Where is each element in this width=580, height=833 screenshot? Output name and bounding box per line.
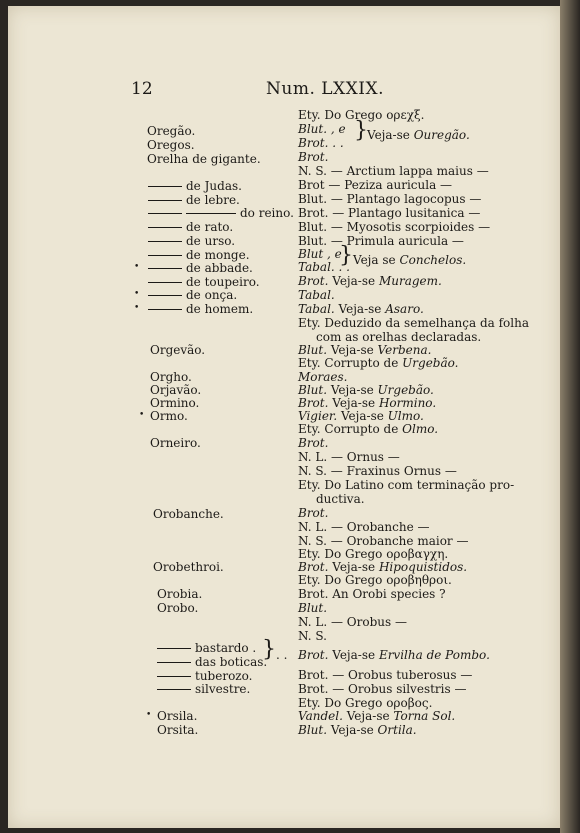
right-line: Brot — Peziza auricula — <box>298 178 453 192</box>
right-line: Brot. Veja-se Hormino. <box>298 396 437 410</box>
entry-orobo-tuberozo: tuberozo. <box>157 669 252 683</box>
entry-orobia: Orobia. <box>157 587 203 601</box>
entry-orobo-boticas: das boticas. <box>157 655 267 669</box>
right-line: Brot. Veja-se Ervilha de Pombo. <box>298 648 490 662</box>
right-line: Vandel. Veja-se Torna Sol. <box>298 709 456 723</box>
asterisk-mark: • <box>139 410 145 420</box>
entry-oregos: Oregos. <box>147 138 195 152</box>
right-line: Veja se Conchelos. <box>353 253 467 267</box>
right-line: N. S. — Orobanche maior — <box>298 534 469 548</box>
entry-orsila: Orsila. <box>157 709 198 723</box>
entry-orjavao: Orjavão. <box>150 383 202 397</box>
right-line: com as orelhas declaradas. <box>316 330 482 344</box>
page-title: Num. LXXIX. <box>266 79 384 99</box>
bracket: } <box>339 243 353 268</box>
right-line: Ety. Corrupto de Olmo. <box>298 422 439 436</box>
right-line: Blut. Veja-se Urgebão. <box>298 383 434 397</box>
right-line: Brot. Veja-se Hipoquistidos. <box>298 560 468 574</box>
entry-orobo-bastardo: bastardo . <box>157 641 256 655</box>
right-line: Tabal. . . <box>298 260 350 274</box>
right-line: Ety. Do Grego οροβηθροι. <box>298 573 452 587</box>
page-number: 12 <box>131 79 153 99</box>
right-line: Brot. Veja-se Muragem. <box>298 274 442 288</box>
entry-orelha-toupeiro: de toupeiro. <box>148 275 260 289</box>
bracket: } <box>354 118 368 143</box>
asterisk-mark: • <box>146 710 152 720</box>
right-line: Blut. — Myosotis scorpioides — <box>298 220 491 234</box>
right-line: N. S. — Arctium lappa maius — <box>298 164 489 178</box>
entry-orelha-rato: de rato. <box>148 220 233 234</box>
right-line: Blut. — Primula auricula — <box>298 234 464 248</box>
entry-orelha-abbade: de abbade. <box>148 261 253 275</box>
entry-orelha-homem: de homem. <box>148 302 253 316</box>
entry-orelha-reino: do reino. <box>148 206 294 220</box>
right-line: N. L. — Orobus — <box>298 615 407 629</box>
right-line: Ety. Deduzido da semelhança da folha <box>298 316 529 330</box>
asterisk-mark: • <box>134 303 140 313</box>
entry-orelha-judas: de Judas. <box>148 179 242 193</box>
leader-dots: . . <box>276 648 288 662</box>
entry-orobethroi: Orobethroi. <box>153 560 224 574</box>
asterisk-mark: • <box>134 289 140 299</box>
right-line: Ety. Do Grego ορεχξ. <box>298 108 425 122</box>
right-line: Brot. <box>298 436 329 450</box>
right-line: Blut. — Plantago lagocopus — <box>298 192 482 206</box>
right-line: Brot. — Orobus tuberosus — <box>298 668 473 682</box>
right-line: Tabal. <box>298 288 335 302</box>
right-line: Brot. <box>298 506 329 520</box>
entry-ormino: Ormino. <box>150 396 200 410</box>
entry-orobo-silvestre: silvestre. <box>157 682 250 696</box>
right-line: Blut , e <box>298 247 342 261</box>
right-line: Ety. Do Latino com terminação pro- <box>298 478 515 492</box>
asterisk-mark: • <box>134 262 140 272</box>
right-line: N. S. <box>298 629 327 643</box>
right-line: Moraes. <box>298 370 348 384</box>
entry-orelha-onca: de onça. <box>148 288 237 302</box>
right-line: Veja-se Ouregão. <box>367 128 470 142</box>
entry-orneiro: Orneiro. <box>150 436 201 450</box>
right-line: Brot. — Orobus silvestris — <box>298 682 467 696</box>
entry-orelha-lebre: de lebre. <box>148 193 240 207</box>
right-line: Vigier. Veja-se Ulmo. <box>298 409 424 423</box>
entry-oregao: Oregão. <box>147 124 196 138</box>
entry-orelha: Orelha de gigante. <box>147 152 261 166</box>
right-line: Blut. Veja-se Ortila. <box>298 723 417 737</box>
book-spine <box>560 0 580 833</box>
right-line: Ety. Do Grego οροβος. <box>298 696 433 710</box>
right-line: N. L. — Orobanche — <box>298 520 430 534</box>
right-line: Brot. . . <box>298 136 344 150</box>
bracket: } <box>262 637 276 662</box>
right-line: Brot. — Plantago lusitanica — <box>298 206 481 220</box>
entry-orobo: Orobo. <box>157 601 199 615</box>
entry-ormo: Ormo. <box>150 409 188 423</box>
right-line: Blut. <box>298 601 328 615</box>
right-line: Tabal. Veja-se Asaro. <box>298 302 424 316</box>
entry-orgevao: Orgevão. <box>150 343 206 357</box>
right-line: Ety. Corrupto de Urgebão. <box>298 356 459 370</box>
right-line: Brot. <box>298 150 329 164</box>
right-line: Brot. An Orobi species ? <box>298 587 446 601</box>
right-line: N. L. — Ornus — <box>298 450 400 464</box>
entry-orsita: Orsita. <box>157 723 199 737</box>
right-line: Blut. Veja-se Verbena. <box>298 343 432 357</box>
right-line: Ety. Do Grego οροβαγχη. <box>298 547 449 561</box>
right-line: ductiva. <box>316 492 365 506</box>
right-line: N. S. — Fraxinus Ornus — <box>298 464 457 478</box>
entry-orgho: Orgho. <box>150 370 192 384</box>
book-page <box>8 6 560 828</box>
right-line: Blut. , e <box>298 122 346 136</box>
entry-orelha-urso: de urso. <box>148 234 235 248</box>
entry-orelha-monge: de monge. <box>148 248 250 262</box>
entry-orobanche: Orobanche. <box>153 507 224 521</box>
